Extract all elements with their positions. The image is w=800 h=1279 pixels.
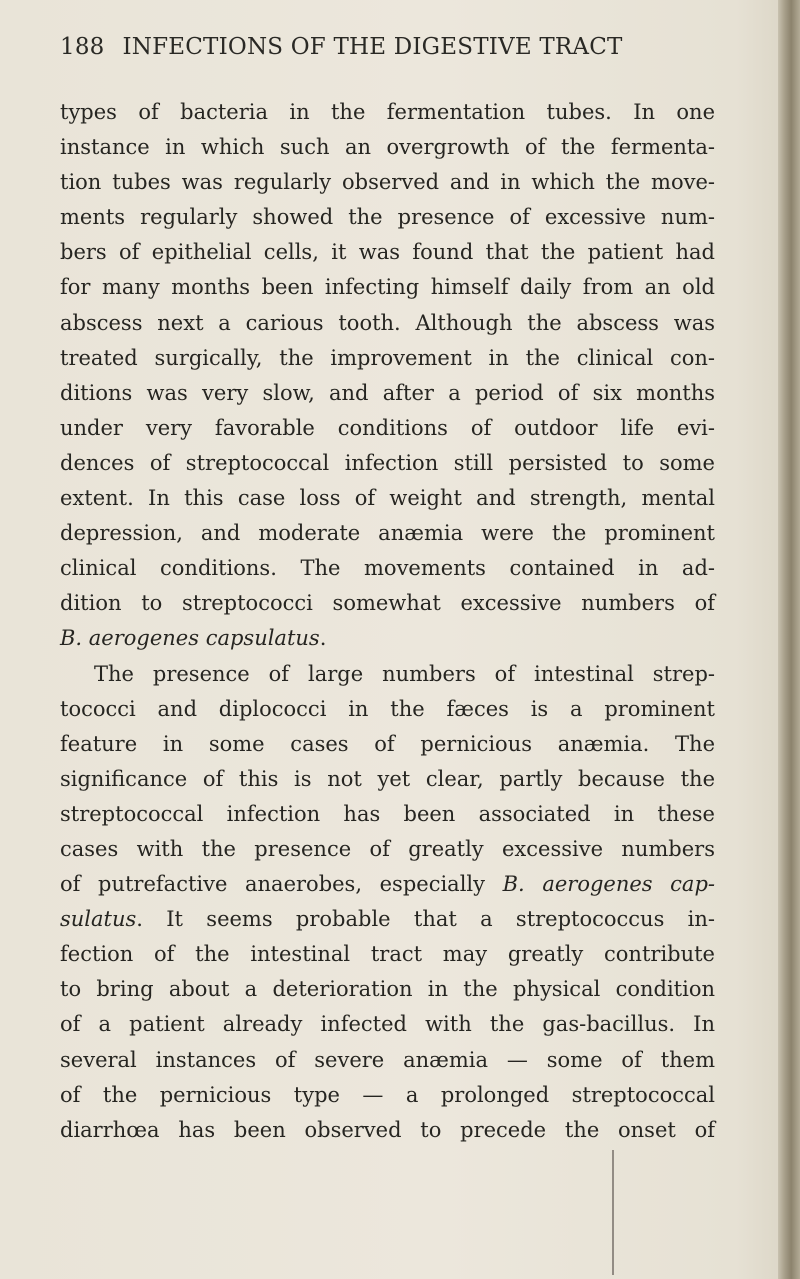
text-line: tion tubes was regularly observed and in which the move- [60,170,715,195]
text-line: types of bacteria in the fermentation tubes. In one [60,100,715,124]
text-line: treated surgically, the improvement in the clinical con- [60,345,715,370]
text-line: dition to streptococci somewhat excessive numbers of [60,591,715,616]
text-line: dences of streptococcal infection still persisted to some [60,450,715,475]
page-edge-shadow [778,0,800,1279]
text-line: under very favorable conditions of outdoor life evi- [60,415,715,440]
text-line: extent. In this case loss of weight and strength, mental [60,486,715,511]
text-line: to bring about a deterioration in the physical condition [60,977,715,1002]
running-title: INFECTIONS OF THE DIGESTIVE TRACT [122,34,623,60]
text-line: feature in some cases of pernicious anæmia. The [60,731,715,756]
page-number: 188 [60,34,105,60]
text-line: of a patient already infected with the gas-bacillus. In [60,1012,715,1037]
text-line: depression, and moderate anæmia were the prominent [60,521,715,546]
text-line: of putrefactive anaerobes, especially B. aerogenes cap- [60,872,715,897]
text-line: several instances of severe anæmia — some of them [60,1047,715,1072]
text-line: of the pernicious type — a prolonged streptococcal [60,1082,715,1107]
text-line: streptococcal infection has been associated in these [60,801,715,826]
text-line: fection of the intestinal tract may greatly contribute [60,942,715,967]
text-line: for many months been infecting himself daily from an old [60,275,715,300]
running-head [60,34,760,60]
text-line: abscess next a carious tooth. Although the abscess was [60,310,715,335]
italic-species-name: B. aerogenes cap- [502,872,715,897]
italic-species-name: sulatus [60,907,137,932]
text-line: tococci and diplococci in the fæces is a prominent [60,696,715,721]
margin-rule [612,1150,614,1275]
text-line: significance of this is not yet clear, partly because the [60,766,715,791]
text-line: sulatus. It seems probable that a streptococcus in- [60,907,715,932]
text-line: B. aerogenes capsulatus. [60,626,327,651]
text-line: instance in which such an overgrowth of the fermenta- [60,135,715,160]
body-text [60,95,715,1148]
text-line: clinical conditions. The movements contained in ad- [60,556,715,581]
text-line: ditions was very slow, and after a period of six months [60,380,715,405]
text-line: ments regularly showed the presence of excessive num- [60,205,715,230]
text-line: cases with the presence of greatly excessive numbers [60,836,715,861]
text-line: diarrhœa has been observed to precede the onset of [60,1117,715,1142]
paragraph-start-line: The presence of large numbers of intestinal strep- [94,661,715,686]
italic-species-name: B. aerogenes capsulatus [60,626,320,651]
text-line: bers of epithelial cells, it was found that the patient had [60,240,715,265]
